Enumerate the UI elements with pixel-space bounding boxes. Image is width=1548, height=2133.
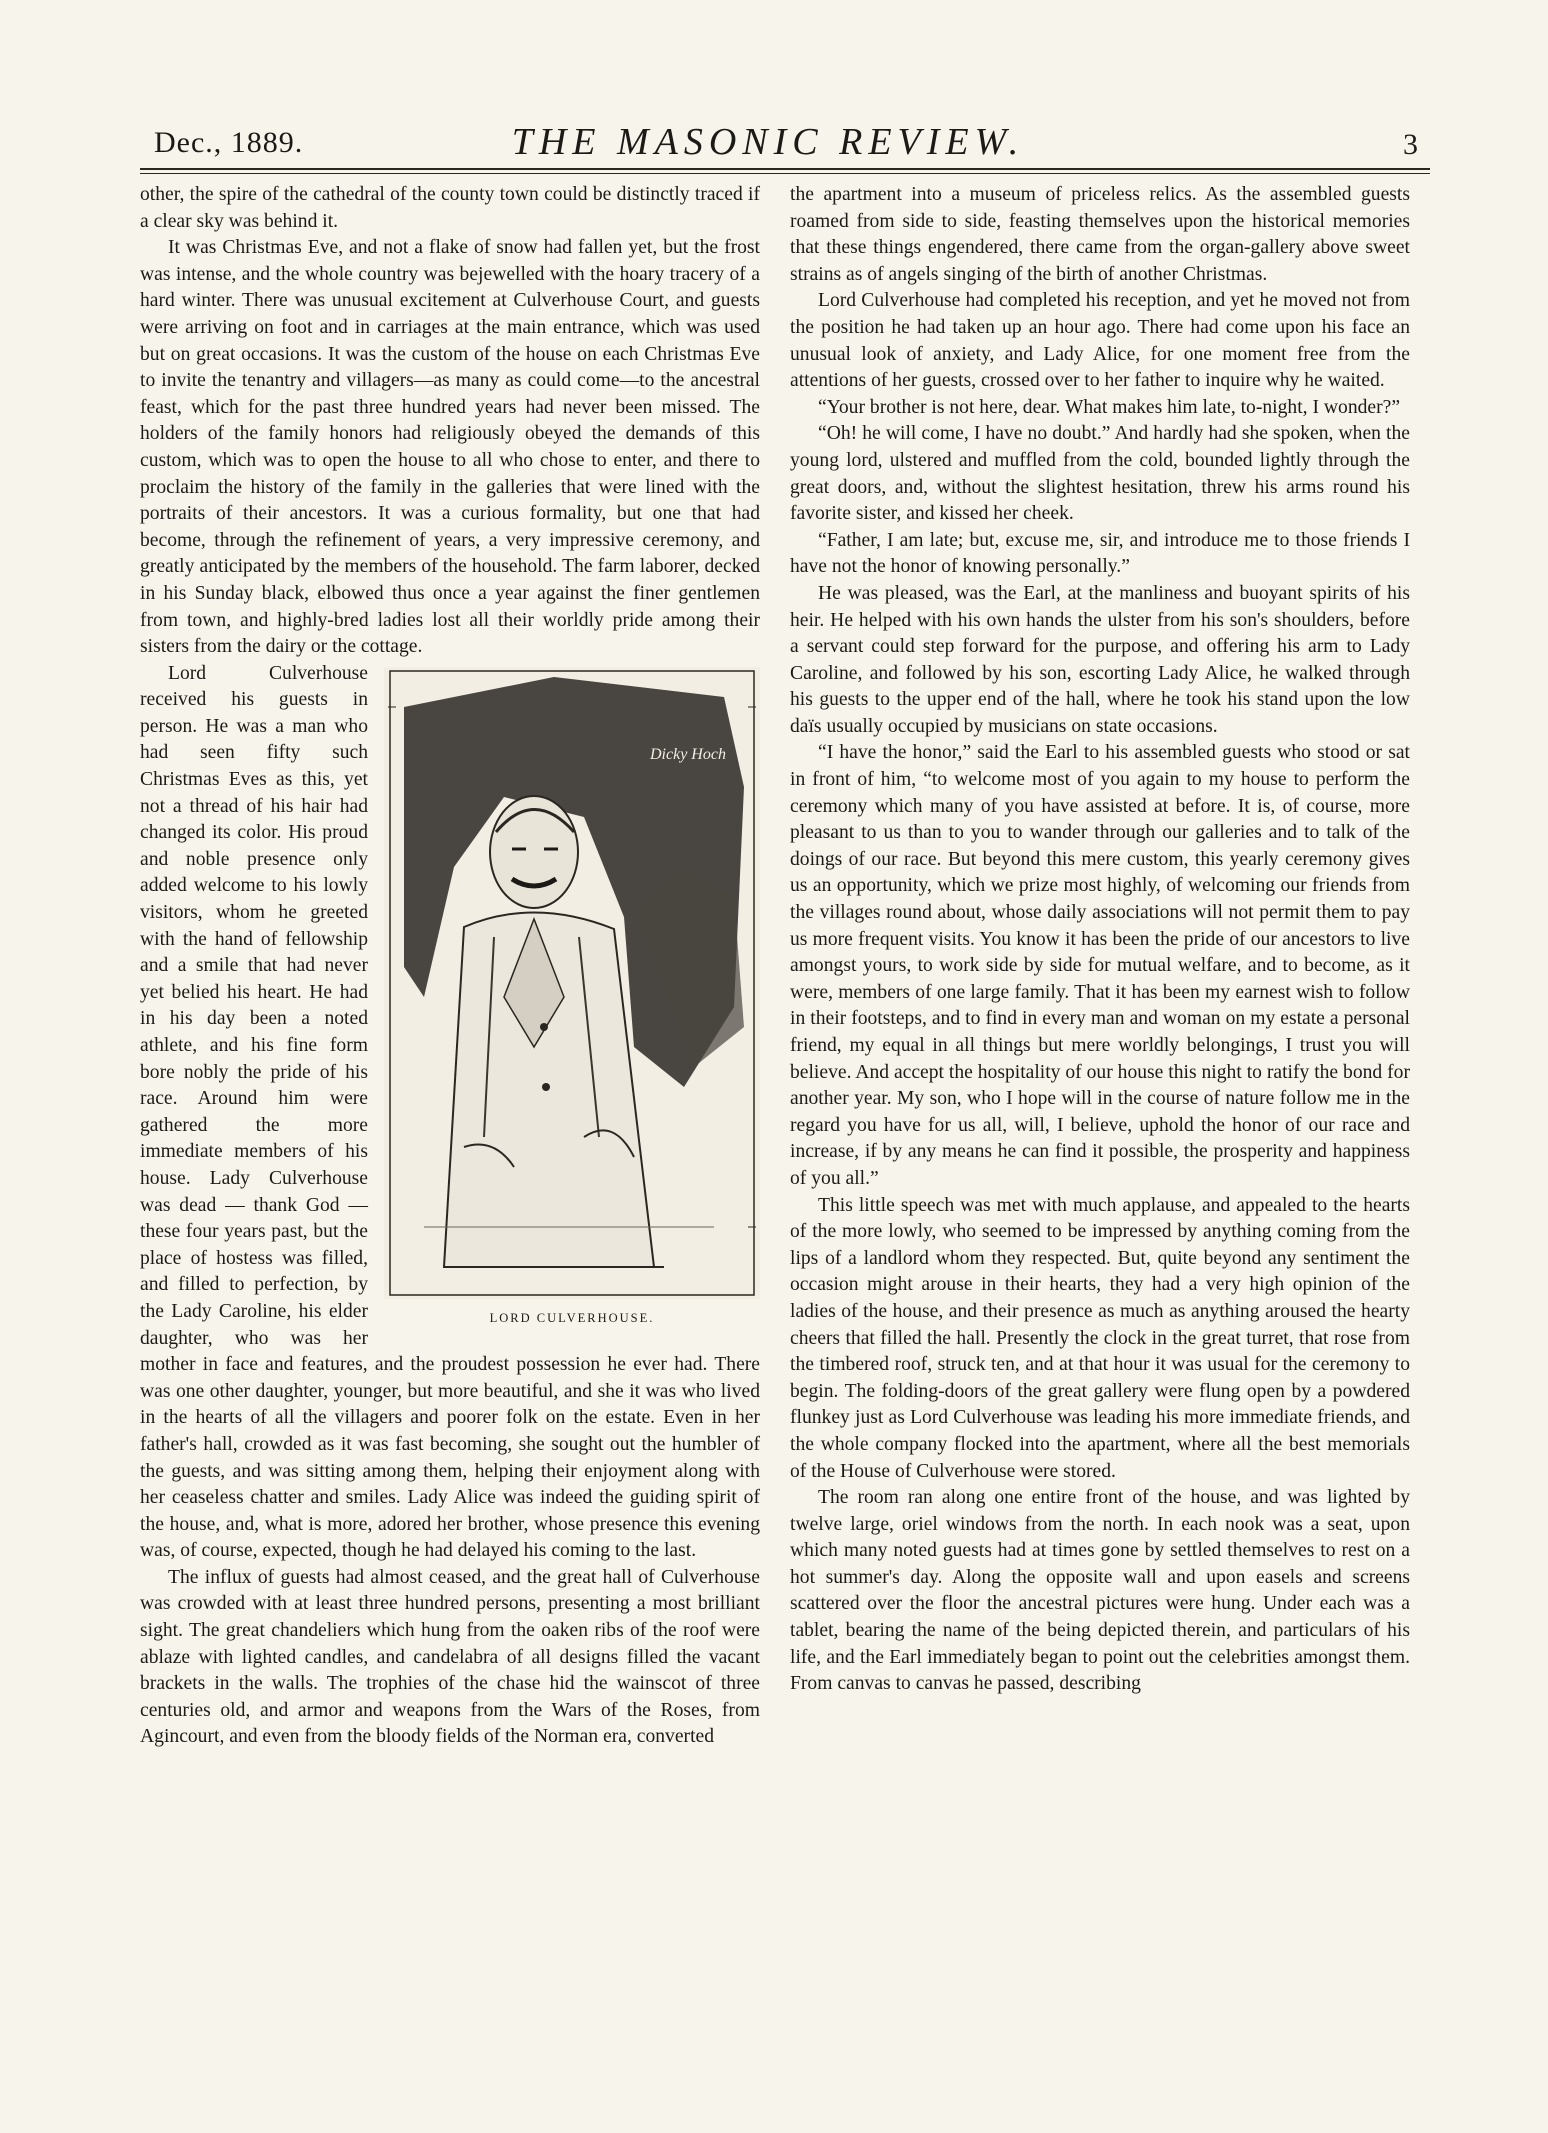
figure-caption: LORD CULVERHOUSE. <box>489 1310 655 1325</box>
right-paragraph-9: The room ran along one entire front of the house, and was lighted by twelve large, oriel windows from the north. In each nook was a seat, upon which many noted guests had at times gone by settled themselves to rest on a hot summer's day. Along the opposite wall and upon easels and screens scattered over the floor the ancestral pictures were hung. Under each was a tablet, bearing the name of the being depicted therein, and particulars of his life, and the Earl immediately began to point out the celebrities amongst them. From canvas to canvas he passed, describing <box>790 1487 1410 1695</box>
right-paragraph-2: Lord Culverhouse had completed his reception, and yet he moved not from the position he had taken up an hour ago. There had come upon his face an unusual look of anxiety, and Lady Alice, for one moment free from the attentions of her guests, crossed over to her father to inquire why he waited. <box>790 290 1410 392</box>
portrait-figure <box>384 667 760 1335</box>
header-title: THE MASONIC REVIEW. <box>511 121 1025 163</box>
right-paragraph-5: “Father, I am late; but, excuse me, sir, and introduce me to those friends I have not the honor of knowing personally.” <box>790 529 1410 578</box>
right-paragraph-6: He was pleased, was the Earl, at the manliness and buoyant spirits of his heir. He helped with his own hands the ulster from his son's shoulders, before a servant could step forward for the purpose, and offering his arm to Lady Caroline, and followed by his son, escorting Lady Alice, he walked through his guests to the upper end of the hall, where he took his stand upon the low daïs usually occupied by musicians on state occasions. <box>790 582 1410 737</box>
header-date: Dec., 1889. <box>154 126 304 159</box>
artist-signature: Dicky Hoch <box>650 745 726 763</box>
right-paragraph-1: the apartment into a museum of priceless relics. As the assembled guests roamed from side to side, feasting themselves upon the historical memories that these things engendered, there came from the organ-gallery above sweet strains as of angels singing of the birth of another Christmas. <box>790 184 1410 285</box>
left-paragraph-4: The influx of guests had almost ceased, and the great hall of Culverhouse was crowded with at least three hundred persons, presenting a most brilliant sight. The great chandeliers which hung from the oaken ribs of the roof were ablaze with lighted candles, and candelabra of all designs filled the vacant brackets in the walls. The trophies of the chase hid the wainscot of three centuries old, and armor and weapons from the Wars of the Roses, from Agincourt, and even from the bloody fields of the Norman era, converted <box>140 1566 760 1748</box>
page-number: 3 <box>1403 128 1418 161</box>
left-paragraph-3: Lord Culverhouse received his guests in person. He was a man who had seen fifty such Christmas Eves as this, yet not a thread of his hair had changed its color. His proud and noble presence only added welcome to his lowly visitors, whom he greeted with the hand of fellowship and a smile that had never yet belied his heart. He had in his day been a noted athlete, and his fine form bore nobly the pride of his race. Around him were gathered the more immediate members of his house. Lady Culverhouse was dead — thank God — these four years past, but the place of hostess was filled, and filled to perfection, by the Lady Caroline, his elder daughter, who was her mother in face and features, and the proudest possession he ever had. There was one other daughter, younger, but more beautiful, and she it was who lived in the hearts of all the villagers and poorer folk on the estate. Even in her father's hall, crowded as it was fast becoming, she sought out the humbler of the guests, and was sitting among them, helping their enjoyment along with her ceaseless chatter and smiles. Lady Alice was indeed the guiding spirit of the house, and, what is more, adored her brother, whose presence this evening was, of course, expected, though he had delayed his coming to the last. <box>140 662 760 1562</box>
right-paragraph-4: “Oh! he will come, I have no doubt.” And hardly had she spoken, when the young lord, ulstered and muffled from the cold, bounded lightly through the great doors, and, without the slightest hesitation, threw his arms round his favorite sister, and kissed her cheek. <box>790 423 1410 525</box>
right-paragraph-7: “I have the honor,” said the Earl to his assembled guests who stood or sat in front of him, “to welcome most of you again to my house to perform the ceremony which many of you have assisted at before. It is, of course, more pleasant to us than to you to wander through our galleries and to talk of the doings of our race. But beyond this mere custom, this yearly ceremony gives us an opportunity, which we prize most highly, of welcoming our friends from the villages round about, whose daily associations will not permit them to pay us more frequent visits. You know it has been the pride of our ancestors to live amongst yours, to work side by side for mutual welfare, and to become, as it were, members of one large family. That it has been my earnest wish to follow in their footsteps, and to find in every man and woman on my estate a personal friend, my equal in all things but mere worldly belongings, I trust you will believe. And accept the hospitality of our house this night to ratify the bond for another year. My son, who I hope will in the course of nature follow me in the regard you have for us all, will, I believe, uphold the honor of our race and increase, if by any means he can find it possible, the prosperity and happiness of you all.” <box>790 742 1410 1189</box>
header-rule-thin <box>140 173 1430 174</box>
left-paragraph-2: It was Christmas Eve, and not a flake of snow had fallen yet, but the frost was intense, and the whole country was bejewelled with the hoary tracery of a hard winter. There was unusual excitement at Culverhouse Court, and guests were arriving on foot and in carriages at the main entrance, which was used but on great occasions. It was the custom of the house on each Christmas Eve to invite the tenantry and villagers—as many as could come—to the ancestral feast, which for the past three hundred years had never been missed. The holders of the family honors had religiously obeyed the demands of this custom, which was to open the house to all who chose to enter, and there to proclaim the history of the family in the galleries that were lined with the portraits of their ancestors. It was a curious formality, but one that had become, through the refinement of years, a very impressive ceremony, and greatly anticipated by the members of the household. The farm laborer, decked in his Sunday black, elbowed thus once a year against the finer gentlemen from town, and highly-bred ladies lost all their worldly pride among their sisters from the dairy or the cottage. <box>140 237 760 658</box>
right-column <box>790 182 1410 1698</box>
right-paragraph-8: This little speech was met with much applause, and appealed to the hearts of the more lowly, who seemed to be impressed by anything coming from the lips of a landlord whom they respected. But, quite beyond any sentiment the occasion might arouse in their hearts, they had a very high opinion of the ladies of the house, and their presence as much as anything aroused the hearty cheers that filled the hall. Presently the clock in the great turret, that rose from the timbered roof, struck ten, and at that hour it was usual for the ceremony to begin. The folding-doors of the great gallery were flung open by a powdered flunkey just as Lord Culverhouse was leading his more immediate friends, and the whole company flocked into the apartment, where all the best memorials of the House of Culverhouse were stored. <box>790 1194 1410 1482</box>
right-paragraph-3: “Your brother is not here, dear. What makes him late, to-night, I wonder?” <box>818 396 1401 418</box>
left-column <box>140 182 760 1751</box>
left-paragraph-1: other, the spire of the cathedral of the county town could be distinctly traced if a clear sky was behind it. <box>140 184 760 232</box>
running-header <box>118 120 1418 172</box>
header-rule <box>140 168 1430 170</box>
portrait-illustration <box>384 667 760 1299</box>
